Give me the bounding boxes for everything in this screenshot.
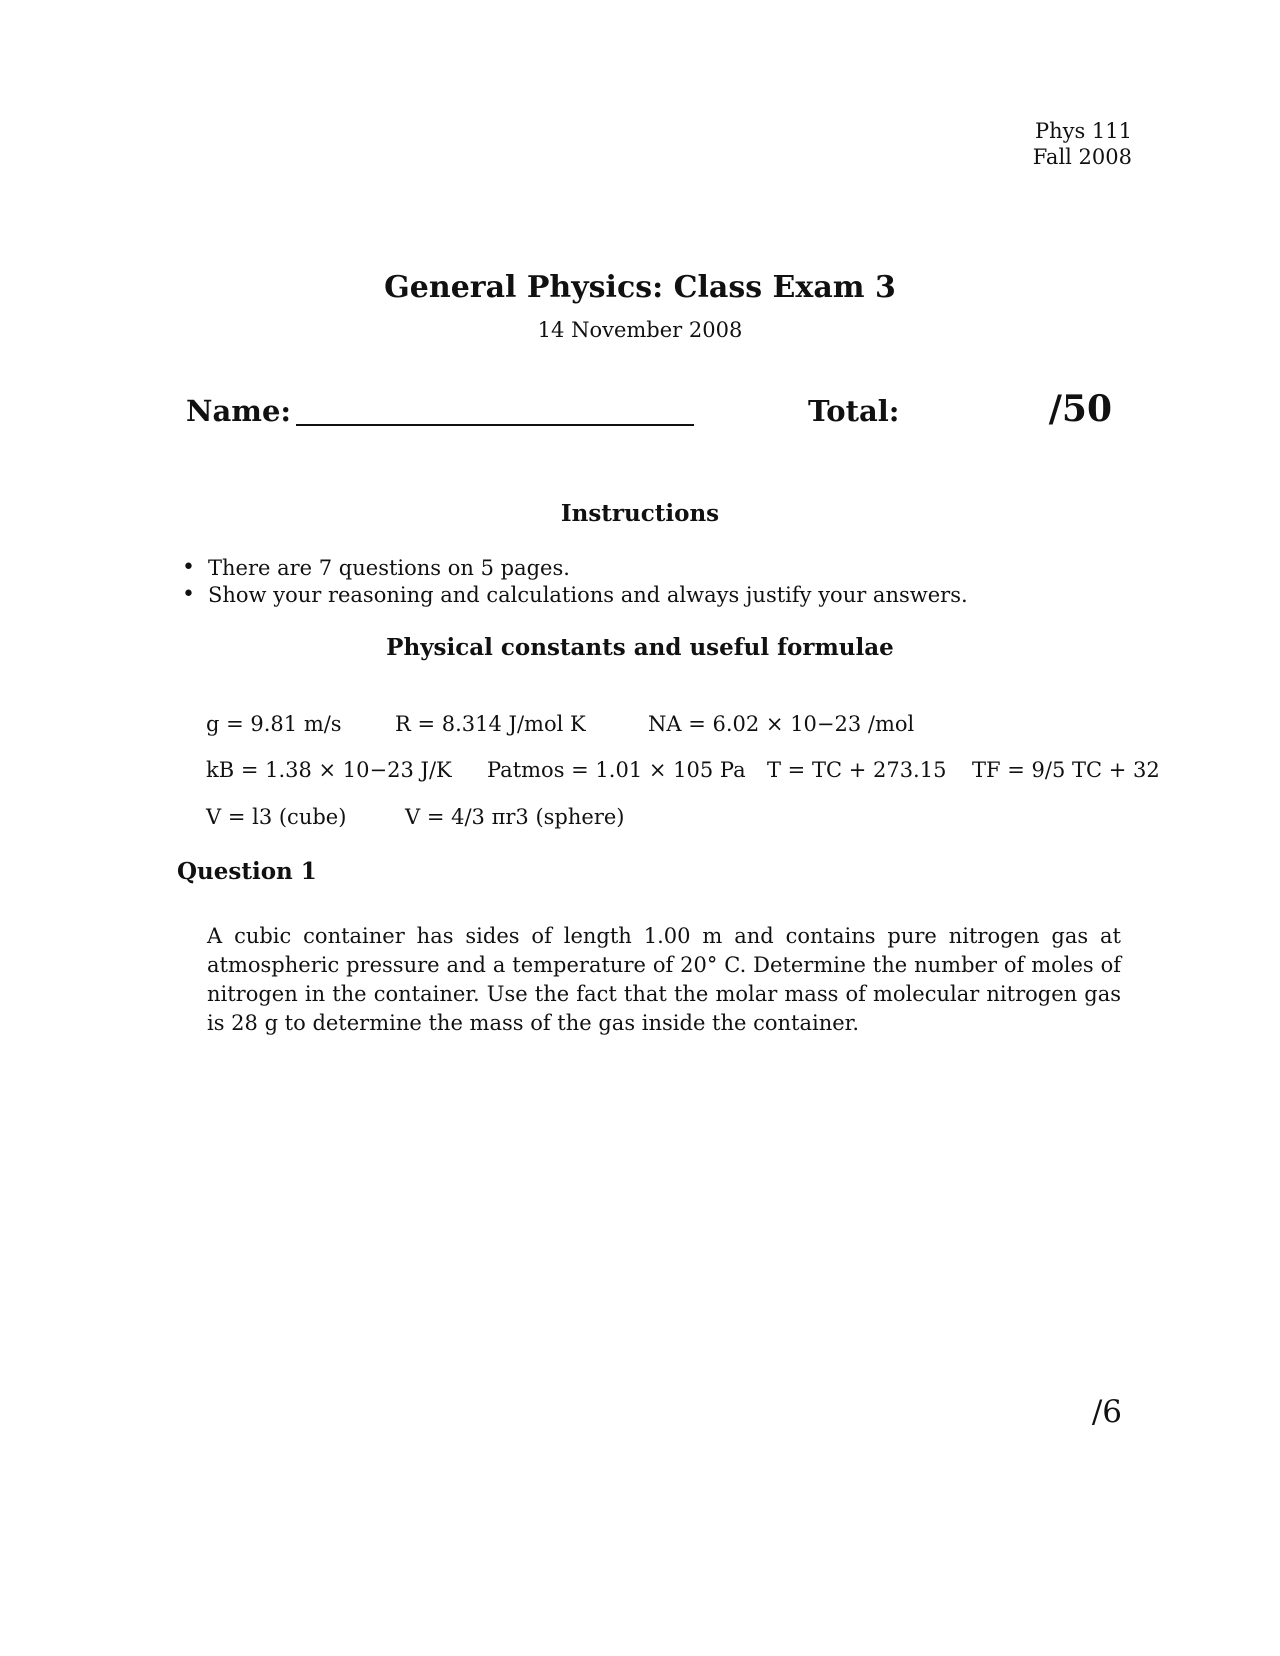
- constants-heading: Physical constants and useful formulae: [386, 634, 894, 661]
- total-label: Total:: [808, 394, 900, 428]
- total-max-score: /50: [1048, 388, 1112, 430]
- formula-gas-constant: R = 8.314 J/mol K: [395, 712, 586, 736]
- name-blank-line[interactable]: [296, 424, 694, 426]
- formula-sphere-volume: V = 4/3 πr3 (sphere): [405, 805, 625, 829]
- question-heading: Question 1: [177, 858, 317, 885]
- formula-boltzmann: kB = 1.38 × 10−23 J/K: [206, 758, 452, 782]
- question-body: A cubic container has sides of length 1.00 m and contains pure nitrogen gas at atmospheric pressure and a temperature of 20° C. Determine the number of moles of nitrogen in the container. Use the fact that the molar mass of molecular nitrogen gas is 28 g to determine the mass of the gas inside the container.: [207, 924, 1121, 1035]
- instruction-item: • There are 7 questions on 5 pages.: [180, 555, 968, 582]
- course-header: [1033, 118, 1132, 170]
- formula-cube-volume: V = l3 (cube): [206, 805, 347, 829]
- course-term: Fall 2008: [1032, 145, 1132, 169]
- exam-date: 14 November 2008: [537, 318, 743, 342]
- formula-fahrenheit: TF = 9/5 TC + 32: [972, 758, 1160, 782]
- formula-gravity: g = 9.81 m/s: [206, 712, 342, 736]
- formula-atm-pressure: Patmos = 1.01 × 105 Pa: [487, 758, 746, 782]
- name-label: Name:: [186, 394, 292, 428]
- question-max-score: /6: [1091, 1394, 1122, 1430]
- exam-title: General Physics: Class Exam 3: [384, 270, 896, 305]
- instructions-list: [180, 555, 968, 609]
- course-code: Phys 111: [1034, 119, 1132, 143]
- instruction-item: • Show your reasoning and calculations and always justify your answers.: [180, 582, 968, 609]
- instructions-heading: Instructions: [560, 500, 720, 527]
- formula-avogadro: NA = 6.02 × 10−23 /mol: [648, 712, 915, 736]
- formula-kelvin: T = TC + 273.15: [767, 758, 947, 782]
